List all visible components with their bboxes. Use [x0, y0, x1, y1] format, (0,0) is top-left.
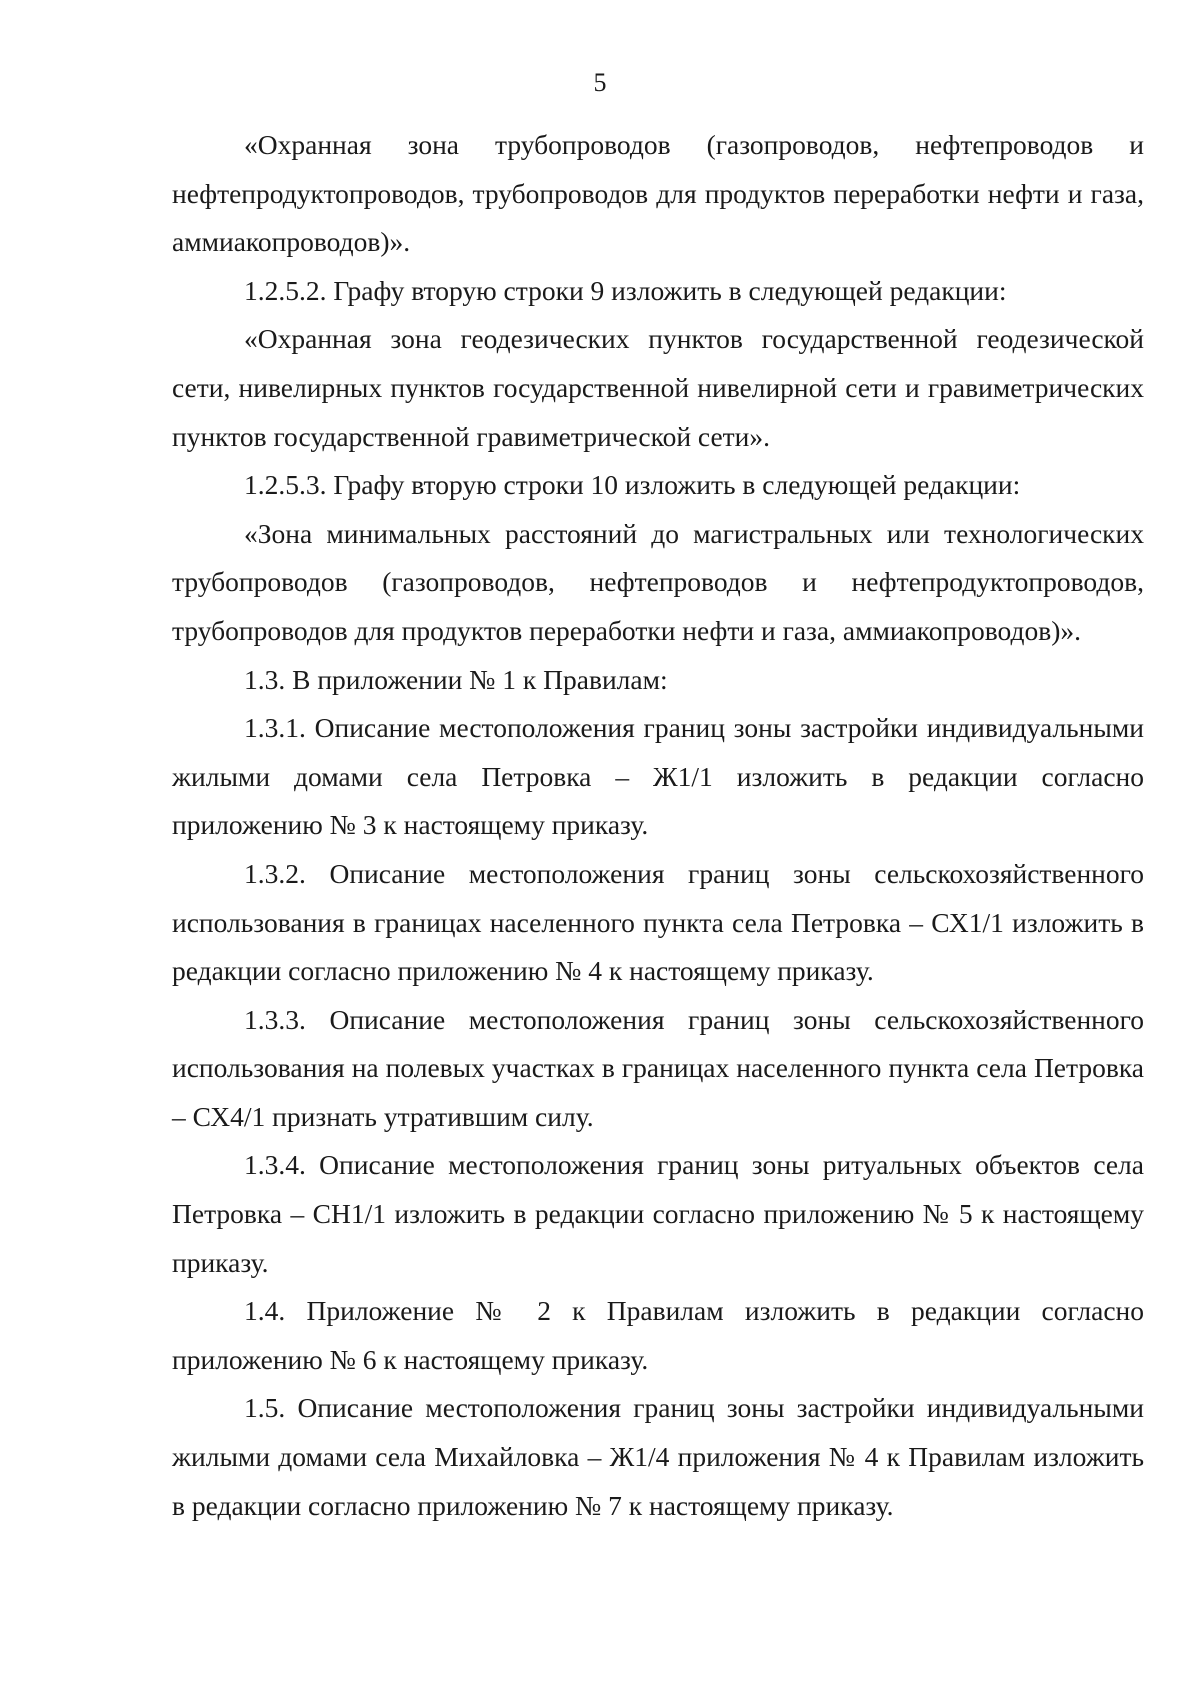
paragraph-minimum-distance-zone: «Зона минимальных расстояний до магистральных или технологических трубопроводов (газопроводов, нефтепроводов и нефтепродуктопроводов, трубопроводов для продуктов переработки нефти и газа, аммиакопроводов)».	[172, 517, 1144, 646]
paragraph-1-3: 1.3. В приложении № 1 к Правилам:	[244, 663, 668, 695]
paragraph-1-3-4: 1.3.4. Описание местоположения границ зоны ритуальных объектов села Петровка – СН1/1 изложить в редакции согласно приложению № 5 к настоящему приказу.	[172, 1149, 1144, 1278]
paragraph-1-4: 1.4. Приложение № 2 к Правилам изложить в редакции согласно приложению № 6 к настоящему приказу.	[172, 1295, 1144, 1375]
paragraph-protection-zone-geodetic: «Охранная зона геодезических пунктов государственной геодезической сети, нивелирных пунктов государственной нивелирной сети и гравиметрических пунктов государственной гравиметрической сети».	[172, 323, 1144, 452]
page-number: 5	[593, 68, 607, 97]
paragraph-1-3-1: 1.3.1. Описание местоположения границ зоны застройки индивидуальными жилыми домами села Петровка – Ж1/1 изложить в редакции согласно приложению № 3 к настоящему приказу.	[172, 712, 1144, 841]
paragraph-protection-zone-pipelines: «Охранная зона трубопроводов (газопроводов, нефтепроводов и нефтепродуктопроводов, трубопроводов для продуктов переработки нефти и газа, аммиакопроводов)».	[172, 129, 1144, 258]
document-body	[172, 121, 1144, 1530]
paragraph-1-2-5-3: 1.2.5.3. Графу вторую строки 10 изложить в следующей редакции:	[244, 469, 1021, 501]
paragraph-1-5: 1.5. Описание местоположения границ зоны застройки индивидуальными жилыми домами села Михайловка – Ж1/4 приложения № 4 к Правилам изложить в редакции согласно приложению № 7 к настоящему приказу.	[172, 1392, 1144, 1521]
paragraph-1-3-2: 1.3.2. Описание местоположения границ зоны сельскохозяйственного использования в границах населенного пункта села Петровка – СХ1/1 изложить в редакции согласно приложению № 4 к настоящему приказу.	[172, 857, 1144, 987]
paragraph-1-3-3: 1.3.3. Описание местоположения границ зоны сельскохозяйственного использования на полевых участках в границах населенного пункта села Петровка – СХ4/1 признать утратившим силу.	[172, 1003, 1144, 1132]
paragraph-1-2-5-2: 1.2.5.2. Графу вторую строки 9 изложить в следующей редакции:	[244, 274, 1007, 306]
